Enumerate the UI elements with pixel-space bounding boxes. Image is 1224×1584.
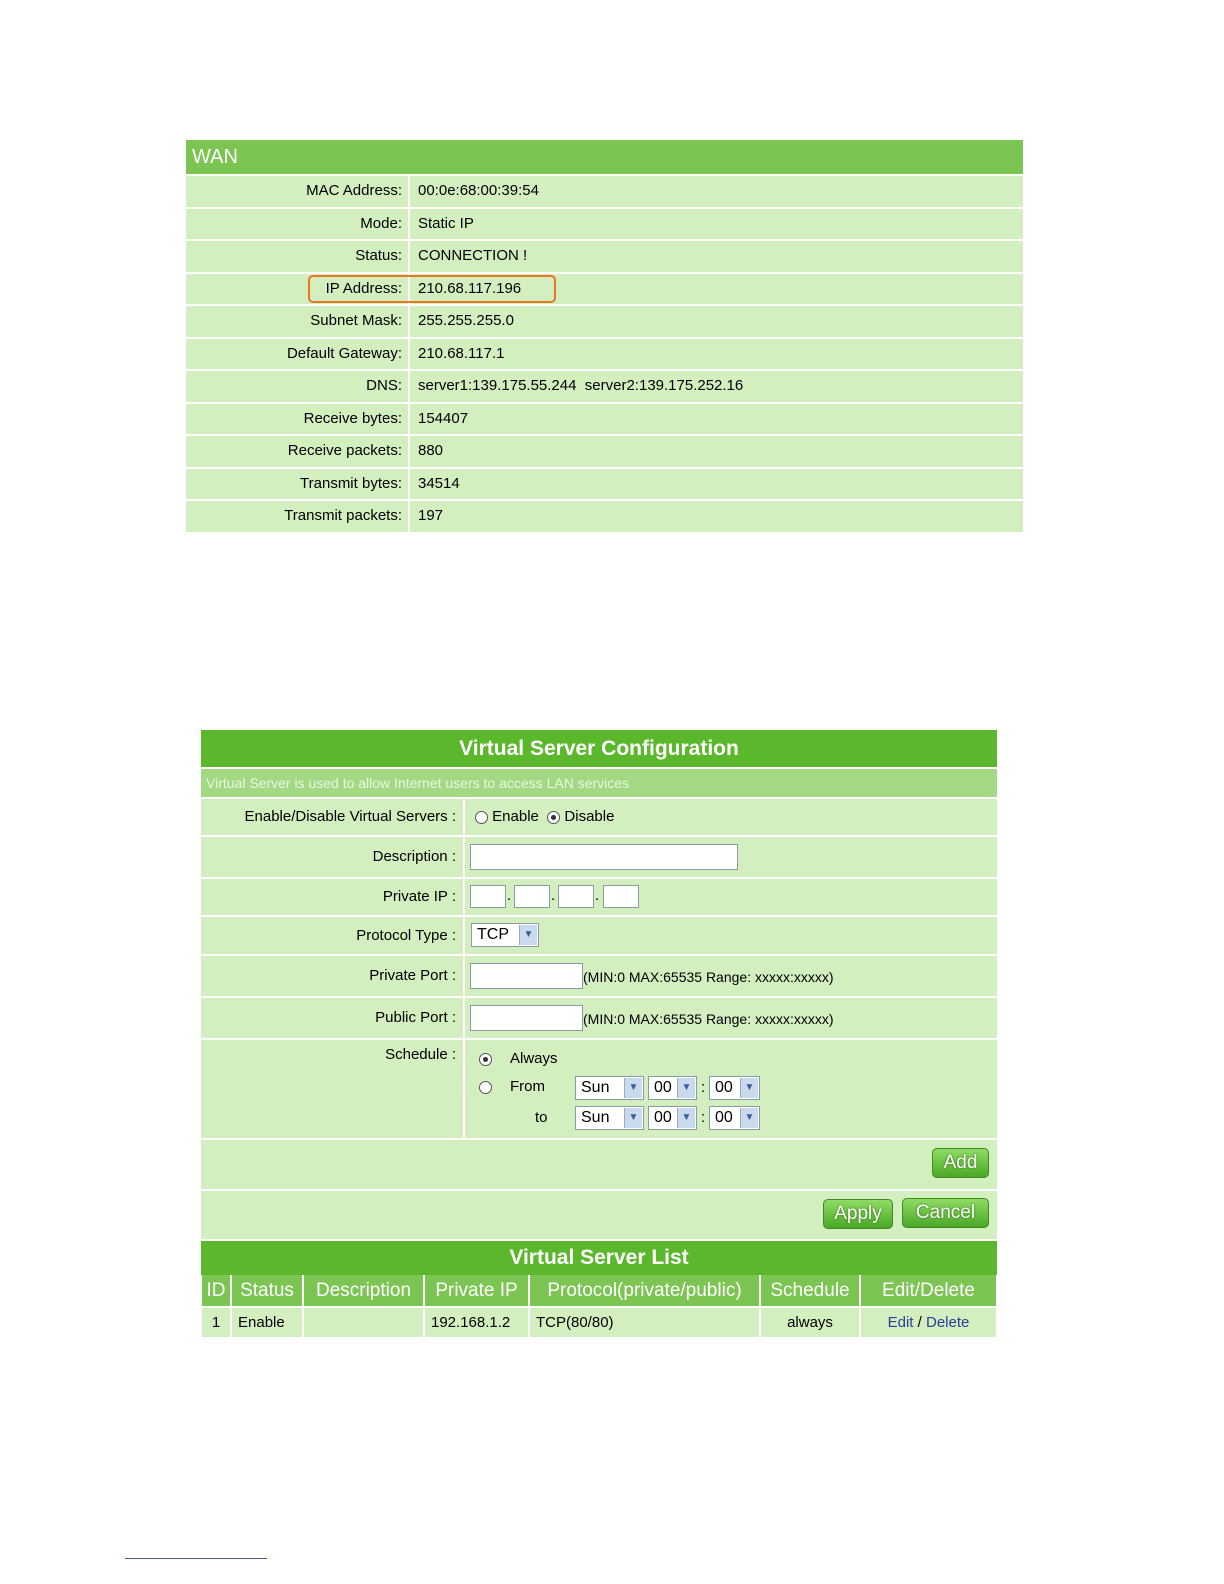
edit-delete-separator: /	[917, 1314, 922, 1331]
to-label: to	[535, 1109, 548, 1126]
private-ip-octet-4[interactable]	[603, 885, 639, 908]
row-status: Enable	[232, 1308, 302, 1337]
time-colon: :	[701, 1109, 706, 1126]
protocol-label: Protocol Type :	[201, 917, 463, 954]
mac-address-label: MAC Address:	[186, 176, 408, 207]
description-row	[201, 837, 997, 877]
status-value: CONNECTION !	[410, 241, 1023, 272]
receive-bytes-label: Receive bytes:	[186, 404, 408, 435]
ip-dot: .	[595, 887, 600, 904]
enable-row	[201, 799, 997, 835]
private-ip-label: Private IP :	[201, 879, 463, 915]
ip-dot: .	[551, 887, 556, 904]
vs-list-title: Virtual Server List	[201, 1241, 997, 1275]
from-minute-select[interactable]	[709, 1076, 760, 1100]
vs-list-header-row	[202, 1275, 996, 1306]
chevron-down-icon: ▼	[624, 1078, 642, 1098]
wan-row-gateway	[186, 339, 1023, 370]
enable-option-label: Enable	[492, 808, 539, 825]
from-hour-value: 00	[654, 1079, 672, 1096]
transmit-packets-label: Transmit packets:	[186, 501, 408, 532]
from-label: From	[510, 1078, 545, 1095]
description-label: Description :	[201, 837, 463, 877]
row-id: 1	[202, 1308, 230, 1337]
dns-label: DNS:	[186, 371, 408, 402]
schedule-from-radio[interactable]	[479, 1081, 492, 1094]
private-port-hint: (MIN:0 MAX:65535 Range: xxxxx:xxxxx)	[583, 969, 834, 985]
transmit-bytes-label: Transmit bytes:	[186, 469, 408, 500]
from-day-value: Sun	[581, 1079, 610, 1096]
to-hour-select[interactable]	[648, 1106, 697, 1130]
to-hour-value: 00	[654, 1109, 672, 1126]
row-protocol: TCP(80/80)	[530, 1308, 759, 1337]
col-schedule: Schedule	[761, 1275, 859, 1306]
wan-row-tx-packets	[186, 501, 1023, 532]
chevron-down-icon: ▼	[519, 925, 537, 945]
receive-packets-label: Receive packets:	[186, 436, 408, 467]
status-label: Status:	[186, 241, 408, 272]
ip-address-highlight	[308, 275, 556, 303]
vs-config-note: Virtual Server is used to allow Internet users to access LAN services	[201, 769, 997, 797]
add-row	[201, 1140, 997, 1189]
private-ip-octet-2[interactable]	[514, 885, 550, 908]
virtual-server-panel	[201, 730, 997, 1339]
col-description: Description	[304, 1275, 423, 1306]
wan-row-mac	[186, 176, 1023, 207]
receive-packets-value: 880	[410, 436, 1023, 467]
col-status: Status	[232, 1275, 302, 1306]
ip-address-label: IP Address:	[186, 274, 408, 305]
wan-row-mode	[186, 209, 1023, 240]
apply-button[interactable]: Apply	[823, 1199, 893, 1229]
schedule-row	[201, 1040, 997, 1138]
wan-title: WAN	[186, 140, 1023, 174]
subnet-mask-label: Subnet Mask:	[186, 306, 408, 337]
table-row	[202, 1308, 996, 1337]
protocol-select[interactable]	[471, 923, 539, 947]
always-label: Always	[510, 1050, 558, 1067]
default-gateway-value: 210.68.117.1	[410, 339, 1023, 370]
vs-config-title: Virtual Server Configuration	[201, 730, 997, 767]
col-protocol: Protocol(private/public)	[530, 1275, 759, 1306]
wan-panel	[186, 140, 1023, 532]
public-port-row	[201, 998, 997, 1038]
col-edit-delete: Edit/Delete	[861, 1275, 996, 1306]
ip-address-value: 210.68.117.196	[410, 274, 1023, 305]
public-port-label: Public Port :	[201, 998, 463, 1038]
description-input[interactable]	[470, 844, 738, 870]
mode-value: Static IP	[410, 209, 1023, 240]
chevron-down-icon: ▼	[677, 1108, 695, 1128]
mode-label: Mode:	[186, 209, 408, 240]
private-ip-octet-3[interactable]	[558, 885, 594, 908]
private-ip-octet-1[interactable]	[470, 885, 506, 908]
from-day-select[interactable]	[575, 1076, 644, 1100]
protocol-value: TCP	[477, 926, 509, 943]
wan-row-rx-bytes	[186, 404, 1023, 435]
enable-label: Enable/Disable Virtual Servers :	[201, 799, 463, 835]
wan-row-dns	[186, 371, 1023, 402]
vs-list-table	[200, 1273, 998, 1339]
row-private-ip: 192.168.1.2	[425, 1308, 528, 1337]
from-hour-select[interactable]	[648, 1076, 697, 1100]
col-id: ID	[202, 1275, 230, 1306]
schedule-always-radio[interactable]	[479, 1053, 492, 1066]
apply-row	[201, 1191, 997, 1239]
wan-row-tx-bytes	[186, 469, 1023, 500]
private-ip-row	[201, 879, 997, 915]
to-day-value: Sun	[581, 1109, 610, 1126]
wan-row-status	[186, 241, 1023, 272]
dns-value: server1:139.175.55.244 server2:139.175.252.16	[410, 371, 1023, 402]
protocol-row	[201, 917, 997, 954]
to-minute-select[interactable]	[709, 1106, 760, 1130]
ip-dot: .	[507, 887, 512, 904]
private-port-row	[201, 956, 997, 996]
chevron-down-icon: ▼	[624, 1108, 642, 1128]
add-button[interactable]: Add	[932, 1148, 989, 1178]
chevron-down-icon: ▼	[740, 1108, 758, 1128]
to-minute-value: 00	[715, 1109, 733, 1126]
row-edit-delete	[861, 1308, 996, 1337]
enable-radio[interactable]	[475, 811, 488, 824]
disable-radio[interactable]	[547, 811, 560, 824]
footnote-divider	[125, 1558, 267, 1559]
wan-row-subnet	[186, 306, 1023, 337]
transmit-packets-value: 197	[410, 501, 1023, 532]
disable-option-label: Disable	[564, 808, 615, 825]
delete-link[interactable]: Delete	[926, 1314, 970, 1331]
col-private-ip: Private IP	[425, 1275, 528, 1306]
chevron-down-icon: ▼	[740, 1078, 758, 1098]
cancel-button[interactable]: Cancel	[902, 1198, 989, 1228]
public-port-input[interactable]	[470, 1005, 583, 1031]
transmit-bytes-value: 34514	[410, 469, 1023, 500]
time-colon: :	[701, 1079, 706, 1096]
chevron-down-icon: ▼	[677, 1078, 695, 1098]
row-description	[304, 1308, 423, 1337]
default-gateway-label: Default Gateway:	[186, 339, 408, 370]
row-schedule: always	[761, 1308, 859, 1337]
receive-bytes-value: 154407	[410, 404, 1023, 435]
private-port-label: Private Port :	[201, 956, 463, 996]
edit-link[interactable]: Edit	[887, 1314, 914, 1331]
public-port-hint: (MIN:0 MAX:65535 Range: xxxxx:xxxxx)	[583, 1011, 834, 1027]
wan-row-rx-packets	[186, 436, 1023, 467]
to-day-select[interactable]	[575, 1106, 644, 1130]
schedule-label: Schedule :	[201, 1040, 463, 1138]
from-minute-value: 00	[715, 1079, 733, 1096]
private-port-input[interactable]	[470, 963, 583, 989]
mac-address-value: 00:0e:68:00:39:54	[410, 176, 1023, 207]
subnet-mask-value: 255.255.255.0	[410, 306, 1023, 337]
